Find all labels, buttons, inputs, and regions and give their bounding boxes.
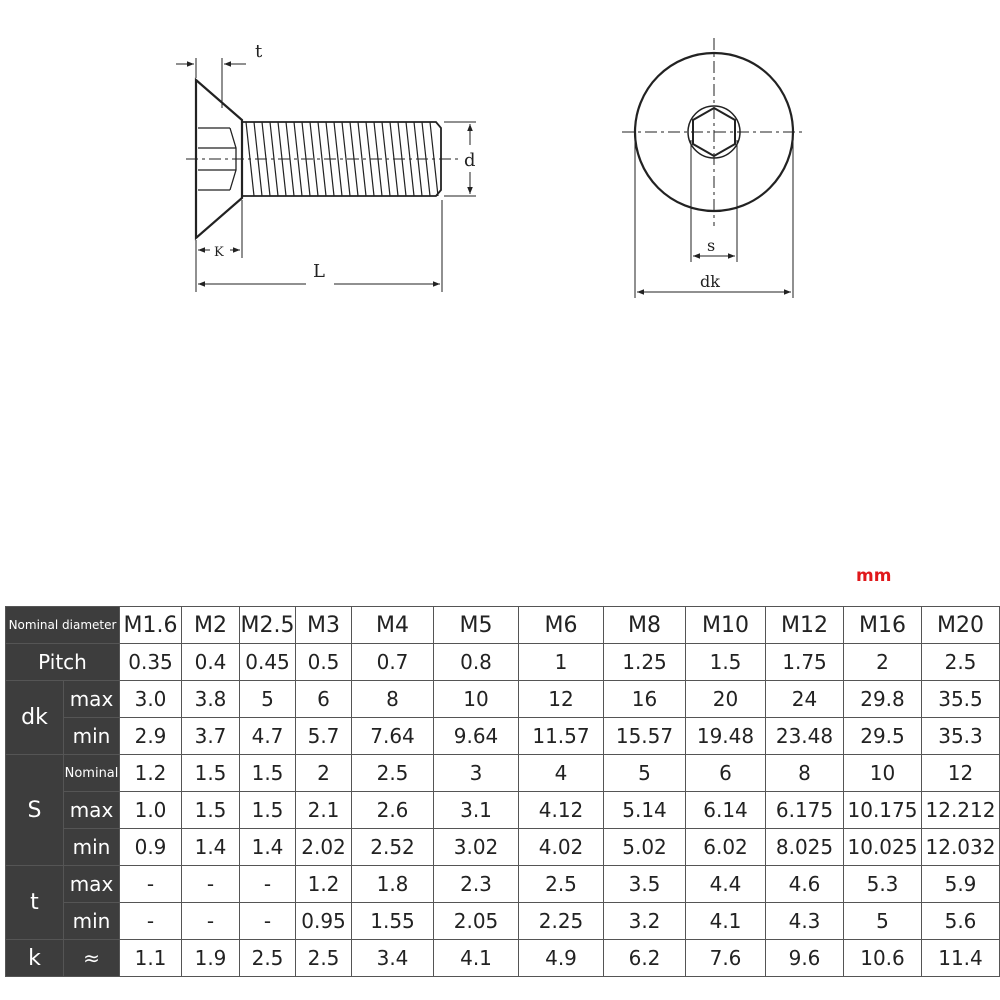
label-dk: dk [700,272,720,291]
value-cell: 5.14 [604,792,686,829]
value-cell: 5 [604,755,686,792]
value-cell: 1.5 [182,755,240,792]
value-cell: 1 [519,644,604,681]
table-row [6,903,1000,940]
value-cell: 5.02 [604,829,686,866]
value-cell: 4.6 [766,866,844,903]
value-cell: 10.175 [844,792,922,829]
table-row [6,644,1000,681]
value-cell: 12.212 [922,792,1000,829]
value-cell: 2.25 [519,903,604,940]
label-t: t [255,41,263,62]
table-row [6,792,1000,829]
value-cell: 3.2 [604,903,686,940]
size-cell: M10 [686,607,766,644]
value-cell: 2.3 [434,866,519,903]
value-cell: 1.8 [352,866,434,903]
row-group-label: k [6,940,64,977]
size-cell: M2 [182,607,240,644]
value-cell: 35.5 [922,681,1000,718]
value-cell: 1.0 [120,792,182,829]
value-cell: 6.02 [686,829,766,866]
value-cell: 10 [844,755,922,792]
value-cell: 3 [434,755,519,792]
label-k: K [214,245,224,260]
value-cell: 2.5 [296,940,352,977]
value-cell: 4.3 [766,903,844,940]
value-cell: 12 [922,755,1000,792]
label-s: s [707,236,716,255]
size-cell: M20 [922,607,1000,644]
row-sub-label: max [64,866,120,903]
value-cell: 8 [352,681,434,718]
nominal-diameter-header: Nominal diameter [6,607,120,644]
value-cell: 2.5 [922,644,1000,681]
value-cell: 1.25 [604,644,686,681]
row-sub-label: min [64,903,120,940]
value-cell: 20 [686,681,766,718]
value-cell: 2.05 [434,903,519,940]
size-cell: M16 [844,607,922,644]
value-cell: 0.8 [434,644,519,681]
value-cell: 2.5 [240,940,296,977]
value-cell: 11.4 [922,940,1000,977]
value-cell: 3.02 [434,829,519,866]
value-cell: 2.5 [519,866,604,903]
value-cell: - [120,903,182,940]
value-cell: - [240,866,296,903]
value-cell: 5.3 [844,866,922,903]
value-cell: 0.35 [120,644,182,681]
value-cell: 0.95 [296,903,352,940]
value-cell: 10.6 [844,940,922,977]
value-cell: 4.4 [686,866,766,903]
value-cell: 2.5 [352,755,434,792]
value-cell: 4 [519,755,604,792]
value-cell: 12 [519,681,604,718]
value-cell: 5.7 [296,718,352,755]
value-cell: 2.52 [352,829,434,866]
size-cell: M8 [604,607,686,644]
value-cell: 24 [766,681,844,718]
value-cell: 0.9 [120,829,182,866]
value-cell: 0.4 [182,644,240,681]
value-cell: 8 [766,755,844,792]
value-cell: 11.57 [519,718,604,755]
value-cell: 9.6 [766,940,844,977]
value-cell: 3.5 [604,866,686,903]
table-row [6,607,1000,644]
value-cell: 1.5 [686,644,766,681]
table-row [6,829,1000,866]
value-cell: 3.0 [120,681,182,718]
value-cell: 1.5 [240,755,296,792]
value-cell: - [182,866,240,903]
value-cell: 29.5 [844,718,922,755]
size-cell: M6 [519,607,604,644]
value-cell: 4.1 [434,940,519,977]
value-cell: 1.4 [182,829,240,866]
value-cell: 15.57 [604,718,686,755]
row-sub-label: min [64,718,120,755]
value-cell: 0.7 [352,644,434,681]
value-cell: 4.7 [240,718,296,755]
value-cell: 7.6 [686,940,766,977]
dimension-table [5,606,1000,977]
value-cell: 6 [686,755,766,792]
table-row [6,940,1000,977]
value-cell: 4.02 [519,829,604,866]
value-cell: 12.032 [922,829,1000,866]
value-cell: 1.5 [240,792,296,829]
value-cell: - [240,903,296,940]
size-cell: M4 [352,607,434,644]
value-cell: 3.7 [182,718,240,755]
label-d: d [464,150,476,171]
size-cell: M2.5 [240,607,296,644]
value-cell: 10 [434,681,519,718]
row-sub-label: Nominal [64,755,120,792]
size-cell: M1.6 [120,607,182,644]
value-cell: 5.9 [922,866,1000,903]
value-cell: 6.14 [686,792,766,829]
row-sub-label: min [64,829,120,866]
value-cell: 6 [296,681,352,718]
value-cell: 0.5 [296,644,352,681]
value-cell: 1.9 [182,940,240,977]
value-cell: 2.9 [120,718,182,755]
value-cell: 1.55 [352,903,434,940]
unit-label: mm [856,566,892,586]
row-label-pitch: Pitch [6,644,120,681]
top-view [622,38,806,298]
value-cell: 7.64 [352,718,434,755]
value-cell: 5 [844,903,922,940]
label-L: L [313,261,325,282]
value-cell: 9.64 [434,718,519,755]
size-cell: M5 [434,607,519,644]
value-cell: 2.02 [296,829,352,866]
value-cell: 3.8 [182,681,240,718]
value-cell: 19.48 [686,718,766,755]
row-sub-label: max [64,792,120,829]
value-cell: 5.6 [922,903,1000,940]
value-cell: 1.2 [120,755,182,792]
value-cell: 2.1 [296,792,352,829]
value-cell: - [120,866,182,903]
value-cell: 2 [296,755,352,792]
value-cell: 10.025 [844,829,922,866]
value-cell: 3.4 [352,940,434,977]
value-cell: 1.5 [182,792,240,829]
value-cell: 29.8 [844,681,922,718]
table-row [6,755,1000,792]
table-row [6,866,1000,903]
row-sub-label: ≈ [64,940,120,977]
row-group-label: dk [6,681,64,755]
table-row [6,681,1000,718]
value-cell: - [182,903,240,940]
table-row [6,718,1000,755]
row-sub-label: max [64,681,120,718]
value-cell: 3.1 [434,792,519,829]
value-cell: 1.4 [240,829,296,866]
size-cell: M12 [766,607,844,644]
value-cell: 16 [604,681,686,718]
value-cell: 1.2 [296,866,352,903]
value-cell: 23.48 [766,718,844,755]
value-cell: 4.1 [686,903,766,940]
value-cell: 5 [240,681,296,718]
row-group-label: S [6,755,64,866]
size-cell: M3 [296,607,352,644]
value-cell: 2.6 [352,792,434,829]
row-group-label: t [6,866,64,940]
screw-technical-drawing [0,0,1000,320]
value-cell: 2 [844,644,922,681]
value-cell: 35.3 [922,718,1000,755]
value-cell: 6.175 [766,792,844,829]
value-cell: 6.2 [604,940,686,977]
value-cell: 0.45 [240,644,296,681]
value-cell: 1.1 [120,940,182,977]
value-cell: 8.025 [766,829,844,866]
value-cell: 1.75 [766,644,844,681]
value-cell: 4.9 [519,940,604,977]
value-cell: 4.12 [519,792,604,829]
